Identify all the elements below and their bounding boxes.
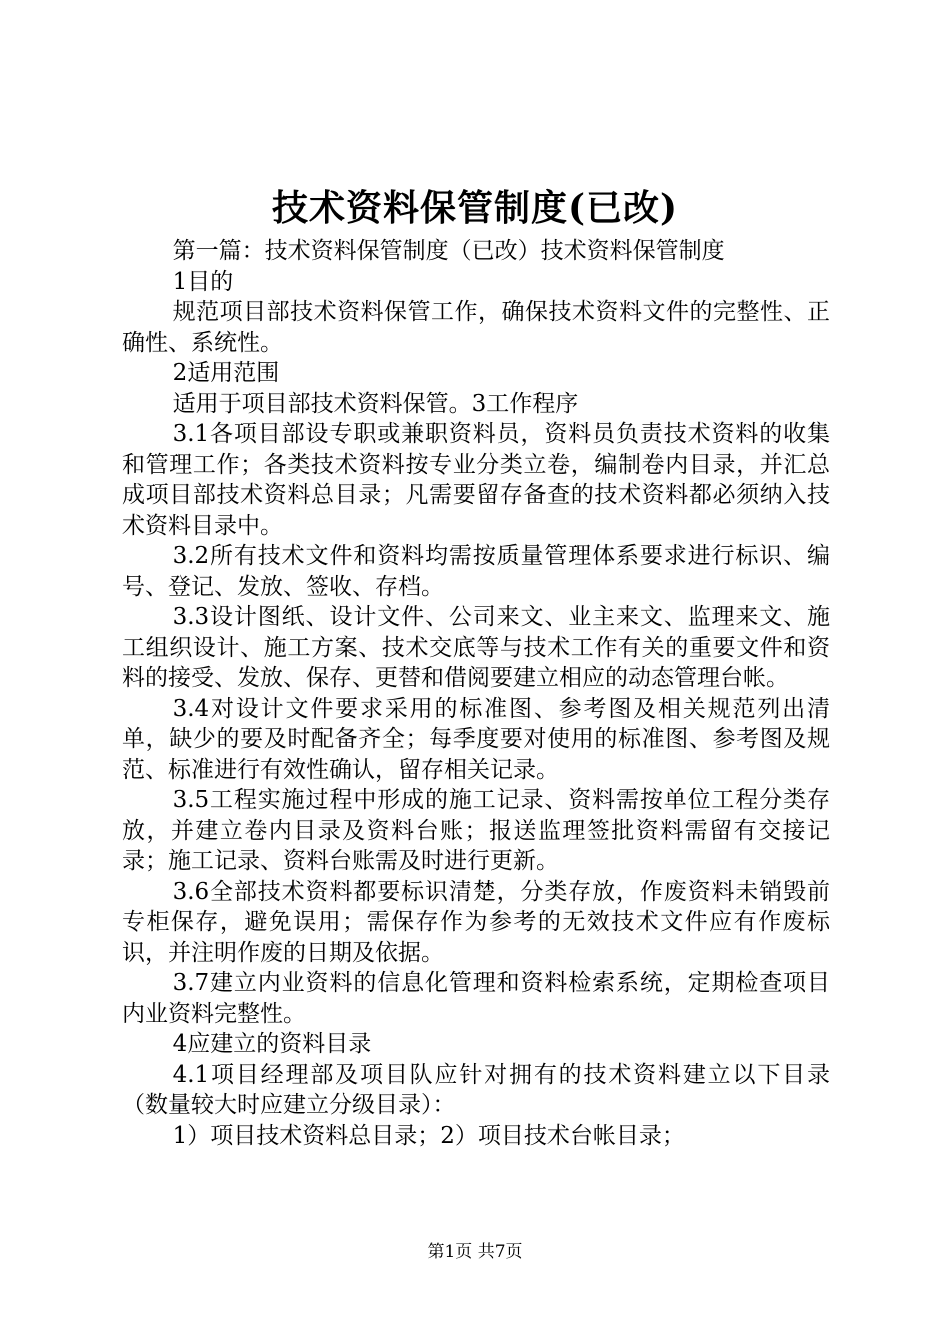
paragraph-intro: 第一篇：技术资料保管制度（已改）技术资料保管制度 (172, 238, 725, 264)
paragraph-3-3: 3.3设计图纸、设计文件、公司来文、业主来文、监理来文、施工组织设计、施工方案、技术交底等与技术工作有关的重要文件和资料的接受、发放、保存、更替和借阅要建立相应的动态管理台帐。 (122, 604, 830, 691)
paragraph-3-5: 3.5工程实施过程中形成的施工记录、资料需按单位工程分类存放，并建立卷内目录及资料台账；报送监理签批资料需留有交接记录；施工记录、资料台账需及时进行更新。 (122, 787, 830, 874)
document-body (122, 236, 830, 1151)
paragraph-3-6: 3.6全部技术资料都要标识清楚，分类存放，作废资料未销毁前专柜保存，避免误用；需保存作为参考的无效技术文件应有作废标识，并注明作废的日期及依据。 (122, 878, 830, 966)
section-heading-catalog: 4应建立的资料目录 (172, 1031, 372, 1057)
paragraph-3-1: 3.1各项目部设专职或兼职资料员，资料员负责技术资料的收集和管理工作；各类技术资料按专业分类立卷，编制卷内目录，并汇总成项目部技术资料总目录；凡需要留存备查的技术资料都必须纳入技术资料目录中。 (122, 421, 830, 539)
paragraph-3-4: 3.4对设计文件要求采用的标准图、参考图及相关规范列出清单，缺少的要及时配备齐全；每季度要对使用的标准图、参考图及规范、标准进行有效性确认，留存相关记录。 (122, 695, 830, 783)
paragraph-3-7: 3.7建立内业资料的信息化管理和资料检索系统，定期检查项目内业资料完整性。 (122, 970, 830, 1027)
paragraph-4-1: 4.1项目经理部及项目队应针对拥有的技术资料建立以下目录（数量较大时应建立分级目录）： (122, 1061, 830, 1118)
page-footer: 第1页 共7页 (427, 1242, 523, 1262)
paragraph-scope: 适用于项目部技术资料保管。3工作程序 (172, 390, 579, 417)
section-heading-scope: 2适用范围 (172, 360, 280, 386)
paragraph-purpose: 规范项目部技术资料保管工作，确保技术资料文件的完整性、正确性、系统性。 (122, 299, 830, 356)
page-title: 技术资料保管制度(已改) (271, 187, 679, 229)
paragraph-3-2: 3.2所有技术文件和资料均需按质量管理体系要求进行标识、编号、登记、发放、签收、存档。 (122, 543, 830, 600)
paragraph-list-items: 1）项目技术资料总目录；2）项目技术台帐目录； (172, 1122, 685, 1149)
section-heading-purpose: 1目的 (172, 268, 234, 295)
